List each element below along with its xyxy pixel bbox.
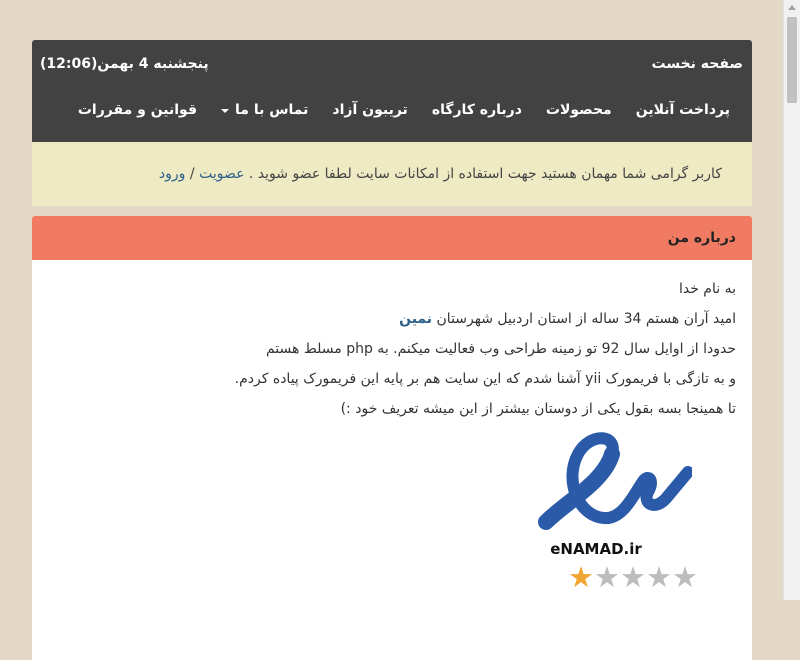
main-menu [66,102,752,118]
caret-down-icon [221,109,229,113]
menu-item-label: درباره کارگاه [431,102,522,118]
menu-item-products[interactable] [534,102,624,118]
text-line: تا همینجا بسه بقول یکی از دوستان بیشتر از این میشه تعریف خود :) [340,401,736,417]
text-line [48,304,736,334]
star-empty-icon: ★ [620,560,646,594]
navbar [32,40,752,142]
panel-title: درباره من [32,216,752,260]
enamad-seal[interactable] [532,430,698,600]
link-separator: / [189,166,195,182]
text-line: به نام خدا [678,281,736,297]
menu-item-online-payment[interactable] [624,102,742,118]
menu-item-contact-us[interactable] [209,102,320,118]
menu-item-label: محصولات [545,102,612,118]
menu-item-free-tribune[interactable] [320,102,419,118]
star-empty-icon: ★ [594,560,620,594]
enamad-logo-icon [532,430,692,540]
menu-item-rules[interactable] [66,102,209,118]
login-link[interactable]: ورود [158,166,186,182]
text-line: و به تازگی با فریمورک yii آشنا شدم که این سایت هم بر پایه این فریمورک پیاده کردم. [234,371,736,387]
city-name: نمین [399,311,433,327]
text-line: حدودا از اوایل سال 92 تو زمینه طراحی وب فعالیت میکنم. به php مسلط هستم [265,341,736,357]
star-empty-icon: ★ [672,560,698,594]
menu-item-label: تماس با ما [235,102,309,118]
menu-item-label: قوانین و مقررات [77,102,198,118]
menu-item-label: پرداخت آنلاین [635,102,730,118]
text-segment: امید آران هستم 34 ساله از استان اردبیل شهرستان [436,311,736,327]
menu-item-about-workshop[interactable] [420,102,534,118]
register-link[interactable]: عضویت [199,166,245,182]
home-link[interactable]: صفحه نخست [651,56,743,72]
menu-item-label: تریبون آزاد [332,102,408,118]
scroll-up-arrow-icon[interactable] [788,5,796,10]
star-empty-icon: ★ [646,560,672,594]
alert-message: کاربر گرامی شما مهمان هستید جهت استفاده از امکانات سایت لطفا عضو شوید . [248,166,722,182]
date-time-display: پنجشنبه 4 بهمن(12:06) [40,56,209,72]
vertical-scrollbar[interactable] [783,0,800,600]
guest-alert [32,142,752,206]
scrollbar-thumb[interactable] [787,17,797,103]
star-filled-icon: ★ [568,560,594,594]
enamad-text: eNAMAD.ir [550,540,642,558]
rating-stars [568,562,698,592]
